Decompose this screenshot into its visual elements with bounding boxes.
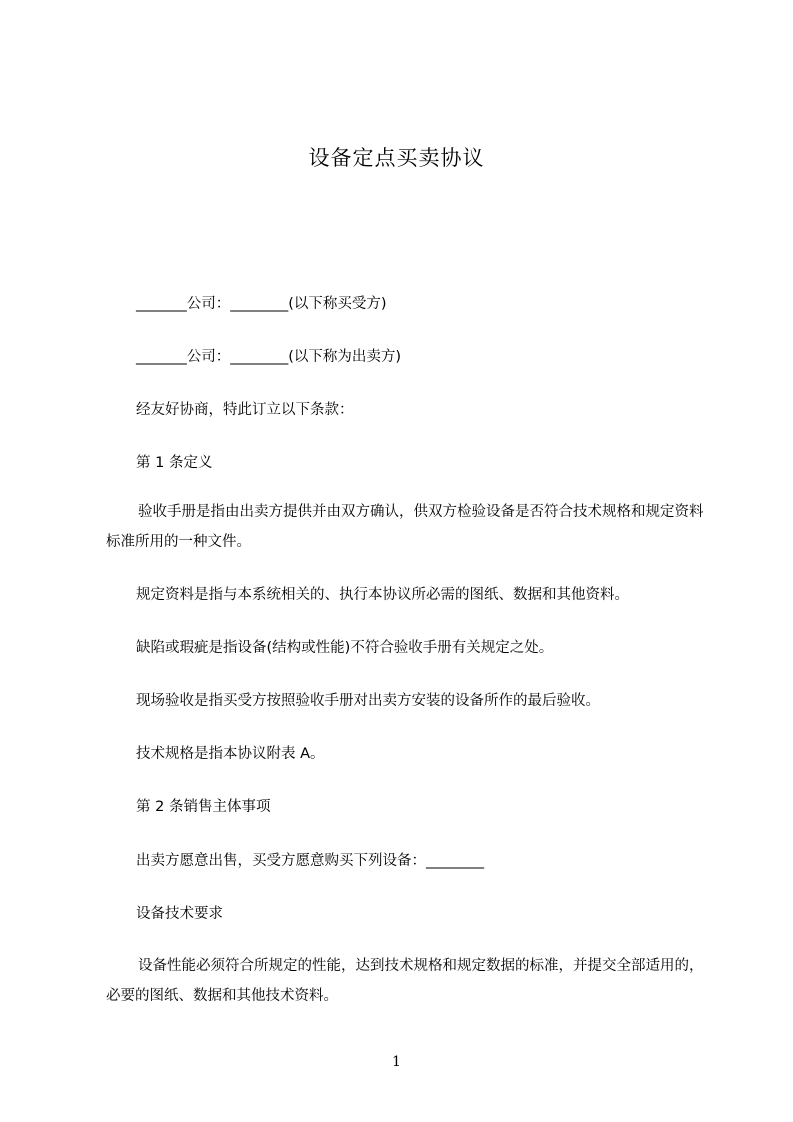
page-number: 1 [392, 1054, 401, 1070]
party-buyer-line: _______公司：________(以下称买受方) [136, 296, 387, 312]
party-seller-line: _______公司：________(以下称为出卖方) [136, 349, 402, 365]
definition-acceptance-manual: 验收手册是指由出卖方提供并由双方确认，供双方检验设备是否符合技术规格和规定资料标准所用的一种文件。 [106, 504, 704, 550]
equipment-requirements-text: 设备性能必须符合所规定的性能，达到技术规格和规定数据的标准，并提交全部适用的，必要的图纸、数据和其他技术资料。 [106, 958, 704, 1004]
intro-text: 经友好协商，特此订立以下条款： [136, 402, 354, 418]
definition-defect: 缺陷或瑕疵是指设备(结构或性能)不符合验收手册有关规定之处。 [136, 640, 554, 656]
article-1-heading: 第 1 条定义 [136, 455, 213, 471]
sale-statement: 出卖方愿意出售，买受方愿意购买下列设备：________ [136, 853, 484, 869]
definition-site-acceptance: 现场验收是指买受方按照验收手册对出卖方安装的设备所作的最后验收。 [136, 693, 600, 709]
document-title: 设备定点买卖协议 [308, 146, 485, 170]
equipment-requirements-heading: 设备技术要求 [136, 906, 223, 922]
definition-specified-materials: 规定资料是指与本系统相关的、执行本协议所必需的图纸、数据和其他资料。 [136, 587, 629, 603]
definition-technical-spec: 技术规格是指本协议附表 A。 [136, 746, 325, 762]
article-2-heading: 第 2 条销售主体事项 [136, 799, 271, 815]
